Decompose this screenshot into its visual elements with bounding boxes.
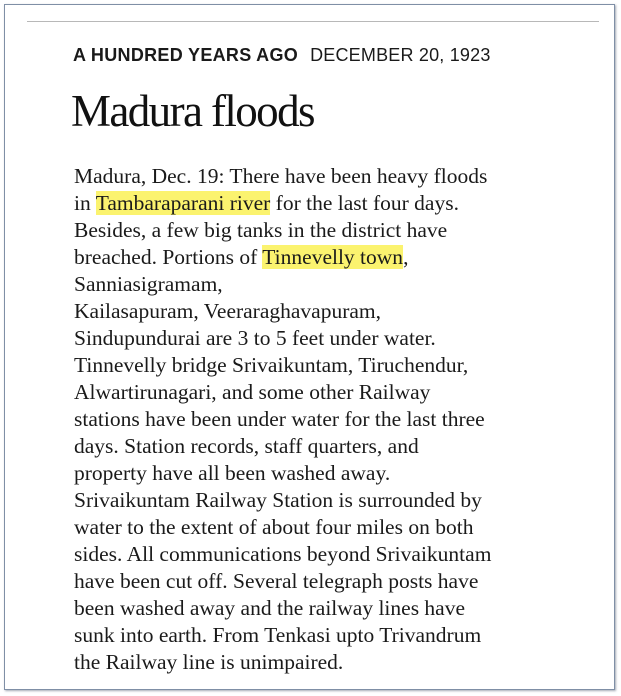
text-run: in — [74, 191, 96, 215]
text-run: Sindupundurai are 3 to 5 feet under water. — [74, 326, 436, 350]
headline: Madura floods — [71, 86, 314, 136]
text-run: breached. Portions of — [74, 245, 263, 269]
article-line — [74, 649, 594, 676]
article-line — [74, 163, 594, 190]
article-line — [74, 298, 594, 325]
text-run: Besides, a few big tanks in the district have — [74, 218, 448, 242]
text-run: stations have been under water for the last three — [74, 407, 485, 431]
column-title: A HUNDRED YEARS AGO — [73, 45, 299, 65]
article-line — [74, 190, 594, 217]
text-run: Madura, Dec. 19: There have been heavy floods — [74, 164, 488, 188]
article-line — [74, 379, 594, 406]
article-line — [74, 460, 594, 487]
text-run: have been cut off. Several telegraph posts have — [74, 569, 479, 593]
article-line — [74, 541, 594, 568]
text-run: Sanniasigramam, — [74, 272, 223, 296]
article-line — [74, 433, 594, 460]
top-rule — [27, 21, 599, 22]
article-body — [74, 163, 594, 676]
text-run: the Railway line is unimpaired. — [74, 650, 344, 674]
article-line — [74, 514, 594, 541]
text-run: water to the extent of about four miles on both — [74, 515, 474, 539]
column-date: DECEMBER 20, 1923 — [310, 45, 491, 65]
text-run: , — [403, 245, 409, 269]
article-line — [74, 244, 594, 271]
text-run: days. Station records, staff quarters, and — [74, 434, 419, 458]
text-run: property have all been washed away. — [74, 461, 391, 485]
highlighted-text: Tinnevelly town — [262, 245, 404, 269]
text-run: Tinnevelly bridge Srivaikuntam, Tiruchendur, — [74, 353, 469, 377]
article-line — [74, 568, 594, 595]
text-run: sunk into earth. From Tenkasi upto Trivandrum — [74, 623, 482, 647]
article-line — [74, 325, 594, 352]
article-line — [74, 622, 594, 649]
article-line — [74, 217, 594, 244]
column-kicker — [73, 43, 491, 67]
text-run: Alwartirunagari, and some other Railway — [74, 380, 431, 404]
article-line — [74, 352, 594, 379]
article-line — [74, 271, 594, 298]
article-line — [74, 406, 594, 433]
newspaper-clipping — [4, 4, 615, 690]
text-run: sides. All communications beyond Srivaikuntam — [74, 542, 492, 566]
text-run: been washed away and the railway lines have — [74, 596, 466, 620]
text-run: for the last four days. — [270, 191, 459, 215]
article-line — [74, 595, 594, 622]
text-run: Kailasapuram, Veeraraghavapuram, — [74, 299, 382, 323]
text-run: Srivaikuntam Railway Station is surrounded by — [74, 488, 482, 512]
highlighted-text: Tambaraparani river — [95, 191, 271, 215]
article-line — [74, 487, 594, 514]
